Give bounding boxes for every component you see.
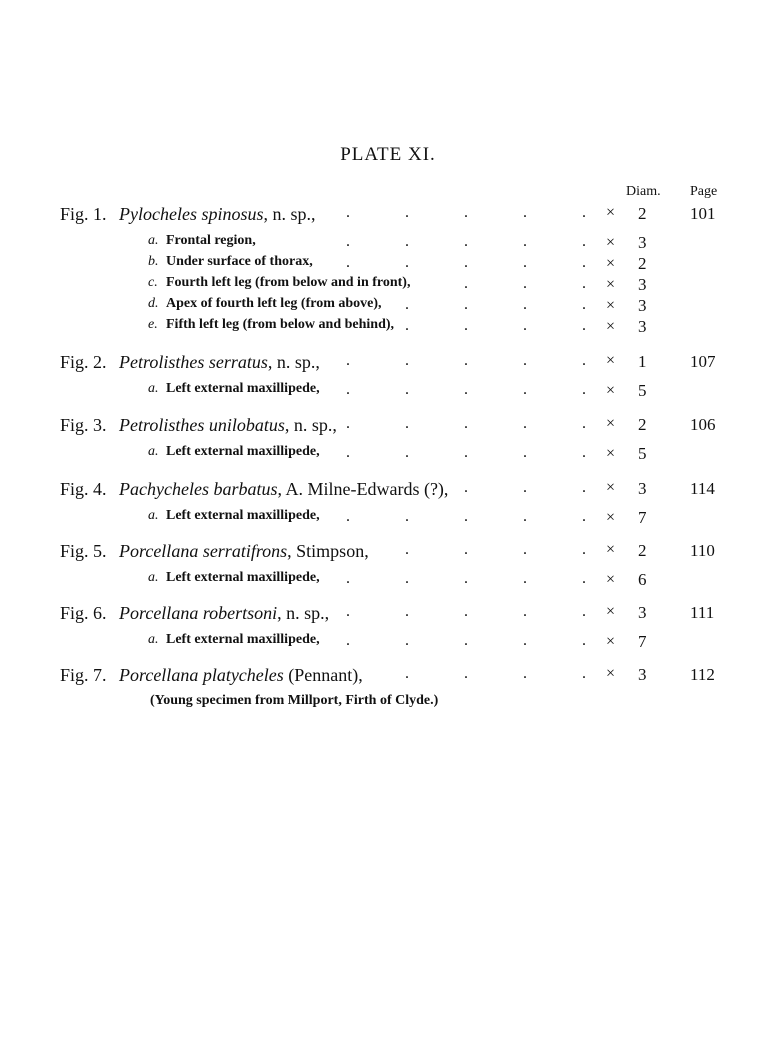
times-sign: × [606,603,616,620]
times-sign: × [606,276,616,293]
leader-dot: . [346,632,350,649]
magnification-value: 2 [638,541,647,560]
leader-dot: . [464,317,468,334]
times-sign: × [606,665,616,682]
page-number: 111 [690,603,715,622]
page-number: 106 [690,415,716,434]
leader-dot: . [464,381,468,398]
subfigure-row [0,632,776,656]
species-authority: , n. sp., [277,603,330,623]
subfigure-description: Fifth left leg (from below and behind), [166,317,395,332]
leader-dot: . [464,444,468,461]
leader-dot: . [346,444,350,461]
page-number: 114 [690,479,715,498]
leader-dot: . [464,415,468,432]
leader-dot: . [405,415,409,432]
magnification-value: 3 [638,665,647,684]
figure-row [0,352,776,376]
species-authority: , A. Milne-Edwards (?), [277,479,449,499]
times-sign: × [606,541,616,558]
figure-title [119,352,320,373]
species-authority: , n. sp., [284,415,337,435]
figure-title [119,415,337,436]
times-sign: × [606,297,616,314]
leader-dot: . [346,352,350,369]
figure-label: Fig. 1. [60,204,107,224]
leader-dot: . [405,603,409,620]
subfigure-letter: d. [148,296,159,311]
species-name: Porcellana serratifrons [119,541,288,561]
figure-label: Fig. 7. [60,665,107,685]
figure-title [119,603,329,624]
magnification-value: 3 [638,275,647,294]
subfigure-description: Left external maxillipede, [166,508,320,523]
times-sign: × [606,571,616,588]
leader-dot: . [582,603,586,620]
magnification-value: 2 [638,204,647,223]
leader-dot: . [405,444,409,461]
leader-dot: . [582,570,586,587]
diam-column-header: Diam. [626,184,661,199]
leader-dot: . [582,665,586,682]
times-sign: × [606,509,616,526]
leader-dot: . [464,603,468,620]
subfigure-letter: c. [148,275,158,290]
subfigure-letter: a. [148,570,159,585]
leader-dot: . [346,508,350,525]
times-sign: × [606,445,616,462]
leader-dot: . [405,665,409,682]
leader-dot: . [582,444,586,461]
species-authority: , Stimpson, [287,541,369,561]
subfigure-letter: a. [148,381,159,396]
leader-dot: . [464,254,468,271]
figure-label: Fig. 6. [60,603,107,623]
subfigure-description: Left external maxillipede, [166,570,320,585]
leader-dot: . [523,415,527,432]
species-authority: (Pennant), [283,665,363,685]
leader-dot: . [582,352,586,369]
leader-dot: . [405,317,409,334]
leader-dot: . [464,665,468,682]
figure-title [119,204,316,225]
times-sign: × [606,318,616,335]
magnification-value: 6 [638,570,647,589]
leader-dot: . [464,204,468,221]
leader-dot: . [464,296,468,313]
times-sign: × [606,415,616,432]
page-column-header: Page [690,184,718,199]
page-number: 110 [690,541,715,560]
figure-label: Fig. 2. [60,352,107,372]
leader-dot: . [523,254,527,271]
figure-row [0,665,776,689]
leader-dot: . [405,381,409,398]
magnification-value: 5 [638,444,647,463]
leader-dot: . [582,204,586,221]
leader-dot: . [523,632,527,649]
leader-dot: . [523,296,527,313]
leader-dot: . [346,233,350,250]
subfigure-row [0,381,776,405]
specimen-note-row [0,693,776,717]
leader-dot: . [523,233,527,250]
subfigure-row [0,444,776,468]
species-authority: , n. sp., [263,204,316,224]
leader-dot: . [582,233,586,250]
leader-dot: . [523,665,527,682]
leader-dot: . [523,444,527,461]
magnification-value: 2 [638,254,647,273]
figure-row [0,415,776,439]
leader-dot: . [405,570,409,587]
species-name: Pylocheles spinosus [119,204,264,224]
leader-dot: . [582,317,586,334]
page-number: 101 [690,204,716,223]
leader-dot: . [464,541,468,558]
leader-dot: . [464,233,468,250]
leader-dot: . [346,254,350,271]
figure-title [119,479,448,500]
times-sign: × [606,352,616,369]
leader-dot: . [523,352,527,369]
leader-dot: . [523,508,527,525]
subfigure-row [0,508,776,532]
subfigure-letter: a. [148,444,159,459]
leader-dot: . [523,541,527,558]
subfigure-letter: a. [148,508,159,523]
species-name: Petrolisthes unilobatus [119,415,285,435]
leader-dot: . [346,415,350,432]
leader-dot: . [523,275,527,292]
figure-label: Fig. 4. [60,479,107,499]
species-name: Petrolisthes serratus [119,352,268,372]
specimen-note: (Young specimen from Millport, Firth of Clyde.) [150,693,439,708]
leader-dot: . [523,317,527,334]
times-sign: × [606,382,616,399]
species-name: Porcellana platycheles [119,665,284,685]
leader-dot: . [523,381,527,398]
species-authority: , n. sp., [267,352,320,372]
leader-dot: . [582,254,586,271]
subfigure-description: Apex of fourth left leg (from above), [166,296,382,311]
magnification-value: 1 [638,352,647,371]
figure-row [0,541,776,565]
subfigure-description: Under surface of thorax, [166,254,313,269]
leader-dot: . [464,632,468,649]
leader-dot: . [405,632,409,649]
subfigure-letter: e. [148,317,158,332]
leader-dot: . [405,296,409,313]
subfigure-description: Frontal region, [166,233,256,248]
page-number: 107 [690,352,716,371]
leader-dot: . [582,632,586,649]
leader-dot: . [464,570,468,587]
leader-dot: . [464,352,468,369]
leader-dot: . [582,508,586,525]
figure-label: Fig. 3. [60,415,107,435]
leader-dot: . [346,603,350,620]
magnification-value: 5 [638,381,647,400]
subfigure-description: Fourth left leg (from below and in front), [166,275,411,290]
magnification-value: 7 [638,508,647,527]
leader-dot: . [523,603,527,620]
magnification-value: 3 [638,479,647,498]
magnification-value: 3 [638,233,647,252]
leader-dot: . [582,415,586,432]
subfigure-description: Left external maxillipede, [166,632,320,647]
species-name: Pachycheles barbatus [119,479,278,499]
leader-dot: . [405,352,409,369]
subfigure-letter: a. [148,632,159,647]
leader-dot: . [464,508,468,525]
leader-dot: . [523,204,527,221]
leader-dot: . [582,541,586,558]
magnification-value: 3 [638,603,647,622]
figure-row [0,204,776,228]
magnification-value: 3 [638,296,647,315]
leader-dot: . [346,381,350,398]
leader-dot: . [523,570,527,587]
leader-dot: . [582,381,586,398]
subfigure-letter: b. [148,254,159,269]
times-sign: × [606,255,616,272]
magnification-value: 7 [638,632,647,651]
magnification-value: 2 [638,415,647,434]
subfigure-row [0,317,776,341]
leader-dot: . [405,254,409,271]
figure-title [119,665,363,686]
leader-dot: . [523,479,527,496]
figure-title [119,541,369,562]
figure-row [0,603,776,627]
page-number: 112 [690,665,715,684]
species-name: Porcellana robertsoni [119,603,278,623]
leader-dot: . [405,204,409,221]
leader-dot: . [346,570,350,587]
times-sign: × [606,479,616,496]
times-sign: × [606,204,616,221]
subfigure-description: Left external maxillipede, [166,381,320,396]
times-sign: × [606,234,616,251]
leader-dot: . [582,479,586,496]
leader-dot: . [582,296,586,313]
leader-dot: . [405,233,409,250]
leader-dot: . [405,508,409,525]
leader-dot: . [464,479,468,496]
leader-dot: . [405,541,409,558]
figure-row [0,479,776,503]
times-sign: × [606,633,616,650]
subfigure-description: Left external maxillipede, [166,444,320,459]
subfigure-letter: a. [148,233,159,248]
magnification-value: 3 [638,317,647,336]
subfigure-row [0,570,776,594]
leader-dot: . [346,204,350,221]
figure-label: Fig. 5. [60,541,107,561]
leader-dot: . [582,275,586,292]
plate-title: PLATE XI. [340,144,436,165]
leader-dot: . [464,275,468,292]
